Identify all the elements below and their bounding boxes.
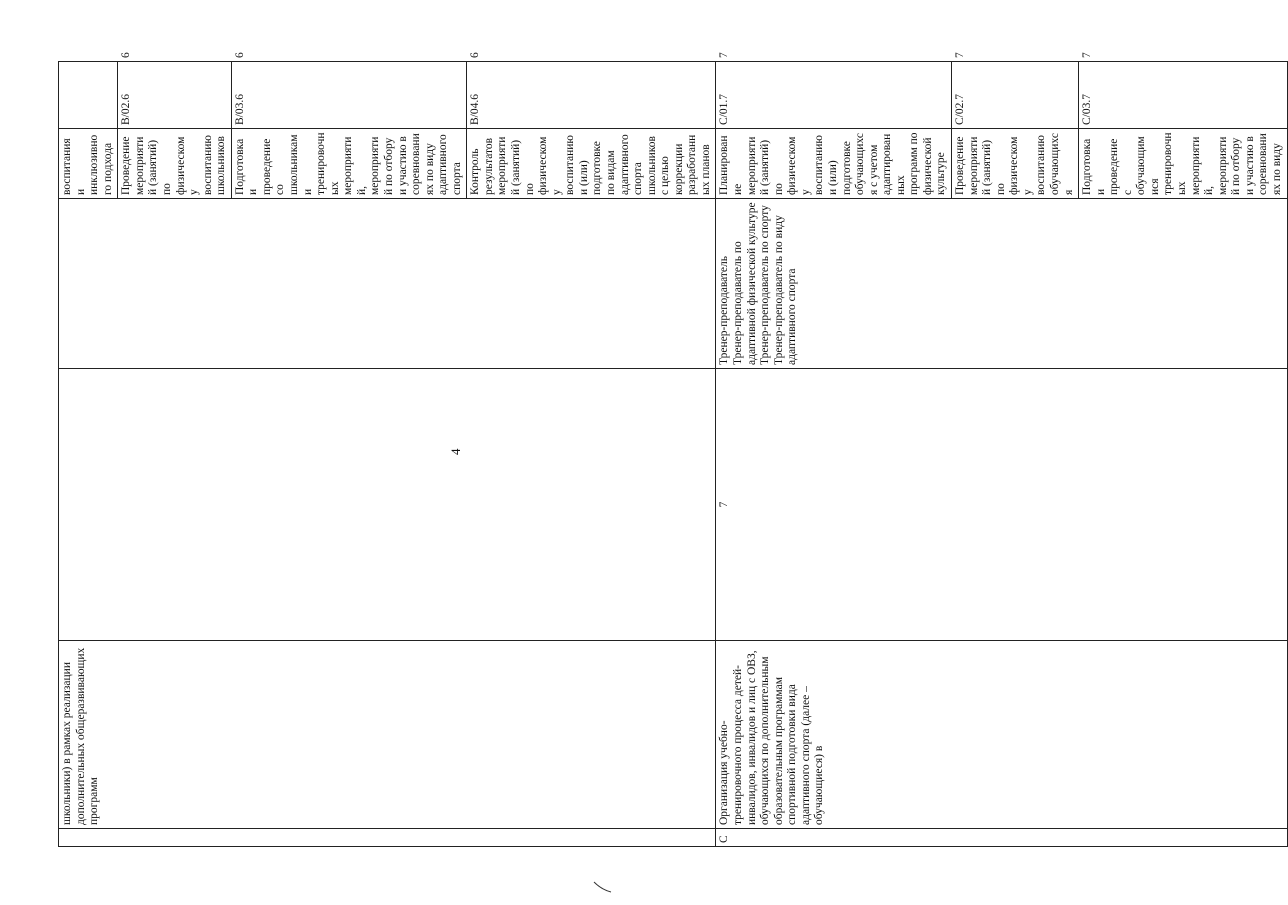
position-item: Тренер-преподаватель по виду адаптивного спорта — [772, 215, 799, 365]
gtf-level-cell — [59, 369, 716, 641]
position-item: Тренер-преподаватель — [718, 255, 731, 365]
gtf-code-cell — [59, 829, 716, 847]
page-number: 4 — [448, 448, 463, 455]
position-item: Тренер-преподаватель по спорту — [759, 205, 772, 365]
gtf-name-cell: школьники) в рамках реализации дополнительных общеразвивающих программ — [59, 641, 716, 829]
position-item: Тренер-преподаватель по адаптивной физической культуре — [732, 202, 758, 365]
table-row: Проведение мероприятий (занятий) по физическому воспитанию обучающихся C/02.7 7 — [952, 62, 1079, 847]
table-row — [59, 62, 118, 847]
function-code-cell: B/03.6 — [231, 62, 467, 129]
function-name-cell: воспитания и инклюзивного подхода — [59, 129, 118, 199]
function-code-cell: C/02.7 — [952, 62, 1079, 129]
table-row: Проведение мероприятий (занятий) по физическому воспитанию школьников B/02.6 6 — [118, 62, 232, 847]
table-row: C Организация учебно-тренировочного процесса детей-инвалидов, инвалидов и лиц с ОВЗ, обучающихся по дополнительным образовательным программам спортивной подготовки вида адаптивного спорта (далее – обучающиеся) в 7 Тренер-преподаватель Тренер-преподаватель по адаптивной физической культуре Тренер-преподаватель по спорту Тренер-преподаватель по виду адаптивного спорта Планирование мероприятий (занятий) по физическому воспитанию и (или) подготовке обучающихся с учетом адаптированных программ по физической культуре C/01.7 7 — [716, 62, 952, 847]
function-code-cell: B/04.6 — [467, 62, 716, 129]
function-name-cell: Контроль результатов мероприятий (занятий) по физическому воспитанию и (или) подготовке по видам адаптивного спорта школьников с целью коррекции разработанных планов — [467, 129, 716, 199]
function-code-cell: B/02.6 — [118, 62, 232, 129]
table-row: Контроль результатов мероприятий (занятий) по физическому воспитанию и (или) подготовке по видам адаптивного спорта школьников с целью коррекции разработанных планов B/04.6 6 — [467, 62, 716, 847]
gtf-code-cell: C — [716, 829, 1287, 847]
gtf-level-cell: 7 — [716, 369, 1287, 641]
function-code-cell: C/03.7 — [1079, 62, 1287, 129]
table-row: Подготовка и проведение с обучающимися тренировочных мероприятий, мероприятий по отбору и участию в соревнованиях по виду C/03.7 7 — [1079, 62, 1287, 847]
function-name-cell: Проведение мероприятий (занятий) по физическому воспитанию школьников — [118, 129, 232, 199]
functions-table — [58, 52, 1288, 847]
positions-cell — [716, 199, 1287, 369]
function-name-cell: Проведение мероприятий (занятий) по физическому воспитанию обучающихся — [952, 129, 1079, 199]
table-row: Подготовка и проведение со школьниками тренировочных мероприятий, мероприятий по отбору и участию в соревнованиях по виду адаптивного спорта B/03.6 6 — [231, 62, 467, 847]
positions-cell — [59, 199, 716, 369]
function-name-cell: Планирование мероприятий (занятий) по физическому воспитанию и (или) подготовке обучающихся с учетом адаптированных программ по физической культуре — [716, 129, 952, 199]
function-name-cell: Подготовка и проведение со школьниками тренировочных мероприятий, мероприятий по отбору и участию в соревнованиях по виду адаптивного спорта — [231, 129, 467, 199]
function-code-cell — [59, 62, 118, 129]
function-name-cell: Подготовка и проведение с обучающимися тренировочных мероприятий, мероприятий по отбору и участию в соревнованиях по виду — [1079, 129, 1287, 199]
function-code-cell: C/01.7 — [716, 62, 952, 129]
pen-mark-icon — [593, 880, 613, 894]
functions-table-wrapper — [58, 52, 1283, 847]
gtf-name-cell: Организация учебно-тренировочного процесса детей-инвалидов, инвалидов и лиц с ОВЗ, обучающихся по дополнительным образовательным программам спортивной подготовки вида адаптивного спорта (далее – обучающиеся) в — [716, 641, 1287, 829]
